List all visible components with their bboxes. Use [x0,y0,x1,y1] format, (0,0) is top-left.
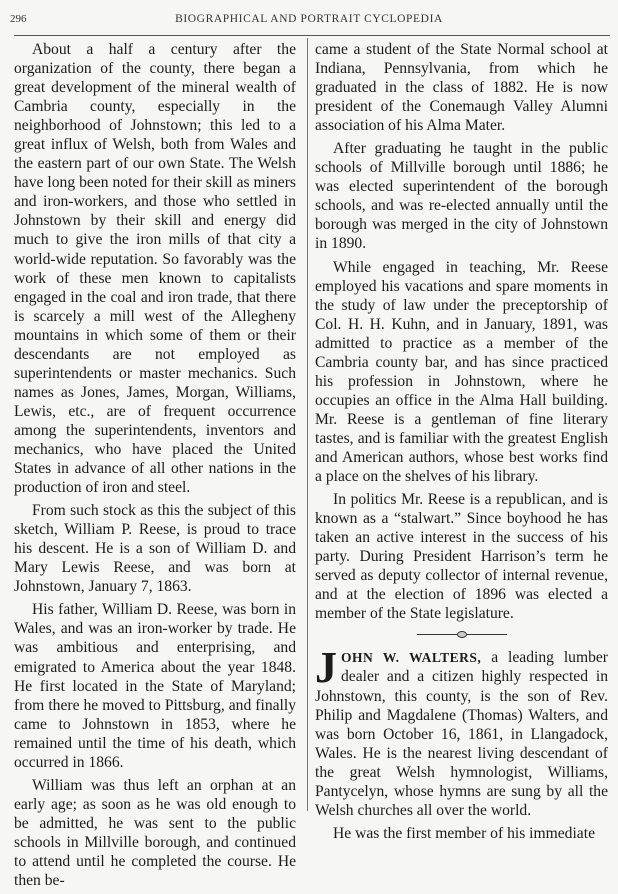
paragraph: His father, William D. Reese, was born in Wales, and was an iron-worker by trade. He was ambitious and enterprising, and emigrated to America about the year 1848. He first located in the State of Maryland; from there he moved to Pittsburg, and finally came to Johnstown in 1853, where he remained until the time of his death, which occurred in 1866. [14,601,296,771]
column-divider [307,38,308,811]
separator-line [417,634,457,635]
paragraph-continuation: came a student of the State Normal school at Indiana, Pennsylvania, from which he graduated in the class of 1882. He is now president of the Conemaugh Valley Alumni association of his Alma Mater. [315,41,608,135]
right-column [315,40,608,847]
biography-subject-name: OHN W. WALTERS, [341,650,482,666]
header-rule [14,35,610,36]
paragraph: He was the first member of his immediate [333,824,595,842]
separator-ornament-icon [457,631,467,638]
page-number: 296 [10,13,27,25]
paragraph: William was thus left an orphan at an early age; as soon as he was old enough to be admitted, he was sent to the public schools in Millville borough, and continued to attend until he completed the course. He then be- [14,776,296,890]
paragraph: About a half a century after the organization of the county, there began a great development of the mineral wealth of Cambria county, especially in the neighborhood of Johnstown; this led to a great influx of Welsh, both from Wales and the eastern part of our own State. The Welsh have long been noted for their skill as miners and iron-workers, and those who settled in Johnstown by their skill and energy did much to give the iron mills of that city a world-wide reputation. So favorably was the work of these men known to capitalists engaged in the coal and iron trade, that there is scarcely a mill west of the Allegheny mountains in which some of them or their descendants are not employed as superintendents or master mechanics. Such names as Jones, James, Morgan, Williams, Lewis, etc., are of frequent occurrence among the superintendents, inventors and mechanics, who have placed the United States in advance of all other nations in the production of iron and steel. [14,41,296,497]
left-column [14,40,296,894]
running-head: BIOGRAPHICAL AND PORTRAIT CYCLOPEDIA [175,13,443,25]
paragraph: While engaged in teaching, Mr. Reese employed his vacations and spare moments in the study of law under the preceptorship of Col. H. H. Kuhn, and in January, 1891, was admitted to practice as a member of the Cambria county bar, and has since practiced his profession in Johnstown, where he occupies an office in the Alma Hall building. Mr. Reese is a gentleman of fine literary tastes, and is familiar with the greatest English and American authors, whose best works find a place on the shelves of his library. [315,258,608,486]
paragraph: After graduating he taught in the public schools of Millville borough until 1886; he was elected superintendent of the borough schools, and was re-elected annually until the borough was merged in the city of Johnstown in 1890. [315,140,608,253]
paragraph: From such stock as this the subject of this sketch, William P. Reese, is proud to trace his descent. He is a son of William D. and Mary Lewis Reese, and was born at Johnstown, January 7, 1863. [14,502,296,596]
section-separator-ornament [417,631,507,638]
drop-cap: J [315,643,337,693]
biography-opening [315,643,608,819]
biography-text: a leading lumber dealer and a citizen highly respected in Johnstown, this county, is the son of Rev. Philip and Magdalene (Thomas) Walters, and was born October 16, 1861, in Llangadock, Wales. He is the nearest living descendant of the great Welsh hymnologist, Williams, Pantycelyn, whose hymns are sung by all the Welsh churches all over the world. [315,649,608,819]
paragraph: In politics Mr. Reese is a republican, and is known as a “stalwart.” Since boyhood he has taken an active interest in the success of his party. During President Harrison’s term he served as deputy collector of internal revenue, and at the election of 1896 was elected a member of the State legislature. [315,491,608,623]
separator-line [467,634,507,635]
